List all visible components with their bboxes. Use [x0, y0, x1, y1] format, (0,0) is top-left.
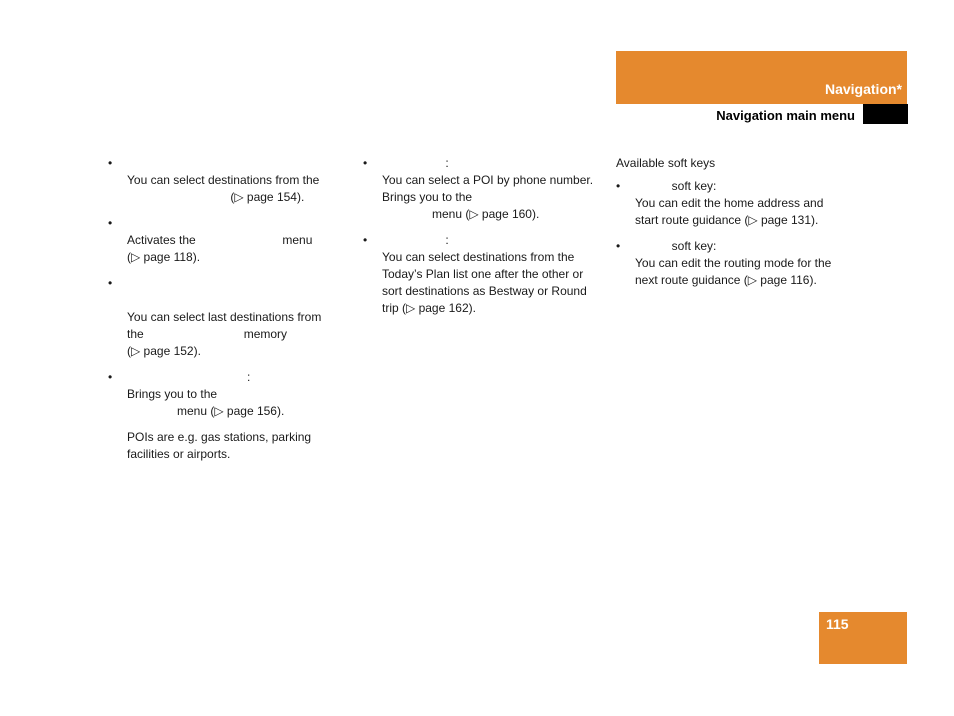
text-column-3	[616, 155, 856, 298]
note-paragraph	[108, 429, 348, 463]
list-item	[616, 178, 856, 229]
item-line: trip (▷ page 162).	[382, 301, 476, 315]
item-line	[127, 215, 348, 232]
item-line: start route guidance (▷ page 131).	[635, 213, 819, 227]
item-line: the memory	[127, 327, 288, 341]
item-line: sort destinations as Bestway or Round	[382, 284, 587, 298]
item-line	[127, 155, 348, 172]
bullet: •	[616, 239, 621, 253]
item-line	[127, 275, 348, 292]
page-number: 115	[826, 616, 849, 632]
note-line: POIs are e.g. gas stations, parking	[127, 430, 312, 444]
item-line: menu (▷ page 160).	[382, 207, 540, 221]
bullet: •	[363, 233, 368, 247]
list-item	[108, 369, 348, 420]
bullet: •	[108, 156, 113, 170]
section-title: Navigation*	[824, 81, 902, 97]
list-item	[108, 155, 348, 206]
item-line: (▷ page 152).	[127, 344, 201, 358]
list-item	[363, 232, 603, 317]
item-line: Activates the menu	[127, 233, 313, 247]
note-line: facilities or airports.	[127, 447, 231, 461]
bullet: •	[616, 179, 621, 193]
item-line: :	[127, 370, 251, 384]
text-column-1	[108, 155, 348, 463]
item-line: :	[382, 156, 449, 170]
item-line: menu (▷ page 156).	[127, 404, 285, 418]
list-item	[108, 275, 348, 360]
item-line: (▷ page 154).	[127, 190, 305, 204]
bullet: •	[108, 216, 113, 230]
list-item	[616, 238, 856, 289]
item-line: You can select last destinations from	[127, 310, 322, 324]
item-line: Today’s Plan list one after the other or	[382, 267, 584, 281]
list-item	[108, 215, 348, 266]
item-line: next route guidance (▷ page 116).	[635, 273, 817, 287]
list-item	[363, 155, 603, 223]
item-line: (▷ page 118).	[127, 250, 201, 264]
subsection-title: Navigation main menu	[716, 108, 855, 123]
item-line: soft key:	[635, 179, 717, 193]
bullet: •	[108, 370, 113, 384]
item-line: You can select a POI by phone number.	[382, 173, 594, 187]
item-line: You can edit the routing mode for the	[635, 256, 832, 270]
section-tab-marker	[863, 104, 908, 124]
item-line: Brings you to the	[382, 190, 473, 204]
text-column-2	[363, 155, 603, 326]
item-line: You can edit the home address and	[635, 196, 824, 210]
soft-keys-heading: Available soft keys	[616, 156, 716, 170]
item-line: You can select destinations from the	[382, 250, 575, 264]
item-line: soft key:	[635, 239, 717, 253]
bullet: •	[363, 156, 368, 170]
item-line: You can select destinations from the	[127, 173, 320, 187]
item-line	[127, 292, 348, 309]
item-line: Brings you to the	[127, 387, 218, 401]
item-line: :	[382, 233, 449, 247]
bullet: •	[108, 276, 113, 290]
